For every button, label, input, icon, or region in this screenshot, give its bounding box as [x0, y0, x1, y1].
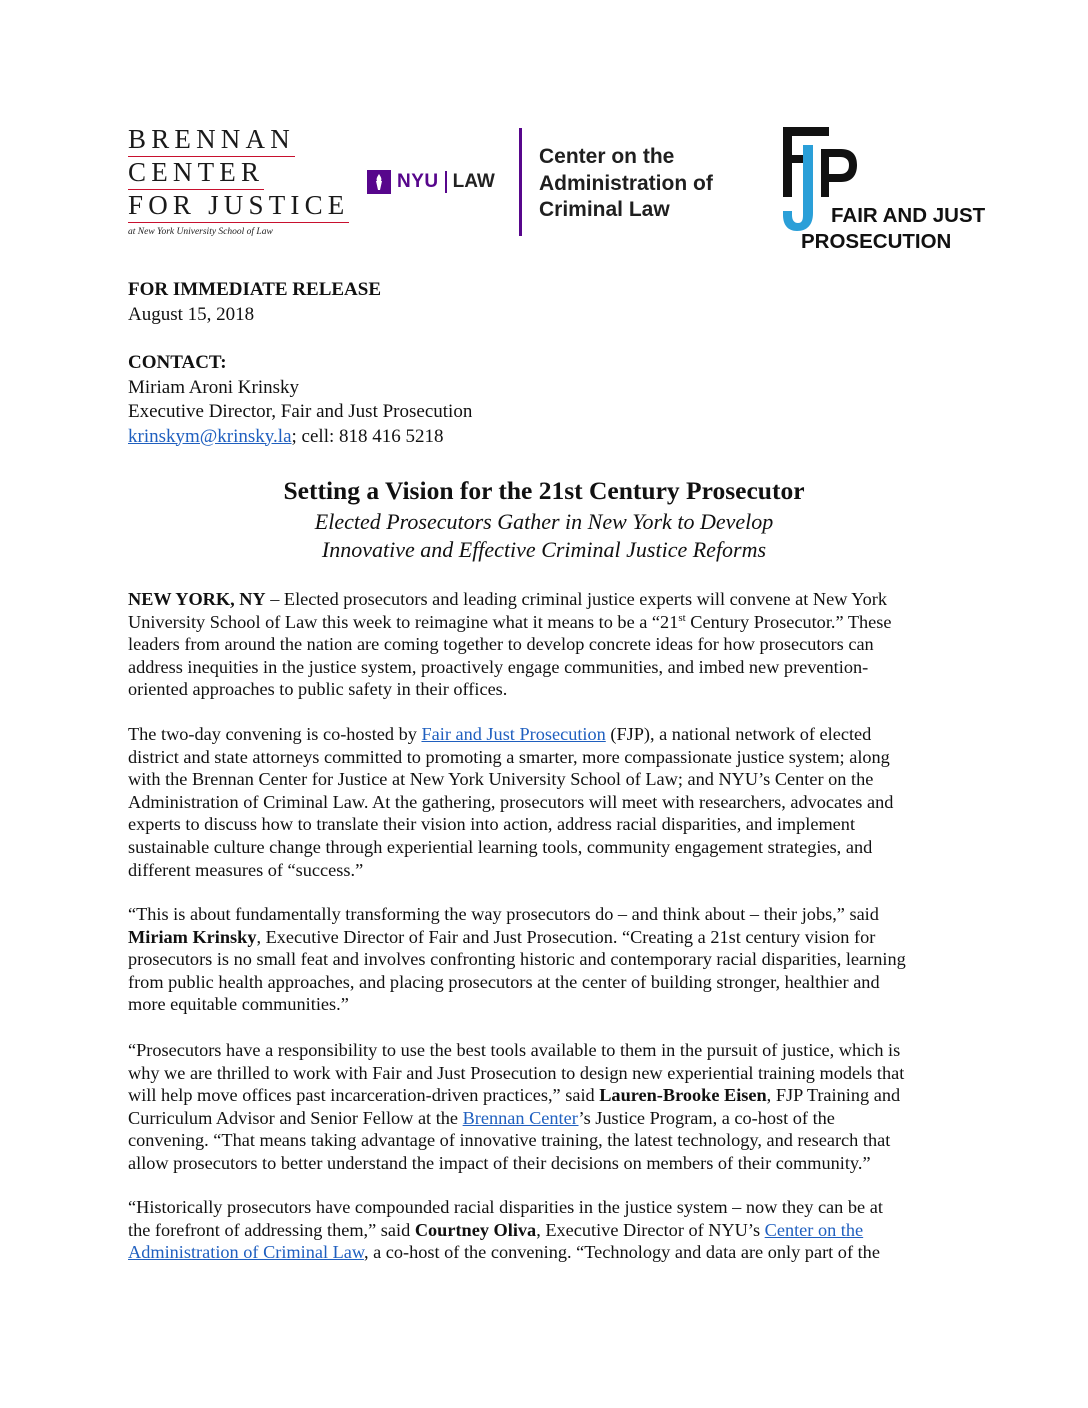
- cacl-line-1: Center on the: [539, 145, 675, 168]
- law-text: LAW: [452, 171, 495, 192]
- p2-line-1b: (FJP), a national network of elected: [605, 724, 872, 744]
- p1-line-5: oriented approaches to public safety in their offices.: [128, 679, 508, 700]
- fjp-link[interactable]: Fair and Just Prosecution: [421, 724, 606, 744]
- contact-cell: ; cell: 818 416 5218: [291, 425, 444, 447]
- paragraph-3: [128, 903, 968, 1016]
- brennan-center-logo: [128, 124, 350, 237]
- p3-line-3: prosecutors is no small feat and involves confronting historic and contemporary racial disparities, learning: [128, 949, 906, 970]
- p2-line-2: district and state attorneys committed to promoting a smarter, more compassionate justice system; along: [128, 746, 890, 767]
- p3-line-2: , Executive Director of Fair and Just Prosecution. “Creating a 21st century vision for: [256, 926, 876, 947]
- cacl-line-3: Criminal Law: [539, 198, 670, 221]
- contact-name: Miriam Aroni Krinsky: [128, 376, 299, 398]
- paragraph-4: [128, 1039, 968, 1175]
- p2-line-7: different measures of “success.”: [128, 859, 364, 880]
- nyu-text: NYU: [397, 171, 439, 192]
- p1-line-1: – Elected prosecutors and leading criminal justice experts will convene at New York: [265, 589, 888, 609]
- p1-line-4: address inequities in the justice system, proactively engage communities, and imbed new prevention-: [128, 656, 869, 677]
- paragraph-2: [128, 723, 968, 881]
- page-subtitle: [0, 508, 1088, 564]
- p2-line-6: sustainable culture change through experiential learning tools, community engagement strategies, and: [128, 836, 873, 857]
- subtitle-line-1: Elected Prosecutors Gather in New York to Develop: [314, 509, 774, 534]
- p1-superscript: st: [678, 611, 686, 624]
- p2-line-5: experts to discuss how to translate their vision into action, address racial disparities, and implement: [128, 814, 856, 835]
- p4-line-5: convening. “That means taking advantage of innovative training, the latest technology, and research that: [128, 1130, 891, 1151]
- p3-line-5: more equitable communities.”: [128, 994, 349, 1015]
- contact-label: CONTACT:: [128, 352, 227, 373]
- p2-line-3: with the Brennan Center for Justice at New York University School of Law; and NYU’s Center on the: [128, 769, 874, 790]
- p5-line-3b: , a co-host of the convening. “Technology and data are only part of the: [363, 1242, 880, 1263]
- p4-line-1: “Prosecutors have a responsibility to use the best tools available to them in the pursuit of justice, which is: [128, 1040, 901, 1060]
- nyu-torch-icon: [367, 170, 391, 194]
- brennan-line-2: CENTER: [128, 157, 264, 190]
- contact-line: [128, 425, 472, 450]
- p1-line-3: leaders from around the nation are coming together to develop concrete ideas for how prosecutors can: [128, 634, 874, 655]
- contact-block: [128, 351, 472, 449]
- p5-line-1: “Historically prosecutors have compounded racial disparities in the justice system – now they can be at: [128, 1197, 883, 1217]
- subtitle-line-2: Innovative and Effective Criminal Justice Reforms: [321, 537, 767, 562]
- fjp-line-1: FAIR AND JUST: [831, 204, 986, 227]
- cacl-link-part-2[interactable]: Administration of Criminal Law: [128, 1242, 364, 1263]
- logo-banner: [0, 120, 1088, 260]
- cacl-link-part-1[interactable]: Center on the: [764, 1219, 864, 1240]
- paragraph-5: [128, 1196, 968, 1264]
- nyu-divider: [445, 171, 447, 193]
- release-label: FOR IMMEDIATE RELEASE: [128, 279, 382, 300]
- p2-line-1a: The two-day convening is co-hosted by: [128, 724, 422, 744]
- fjp-wordmark: [801, 203, 986, 255]
- brennan-subline: at New York University School of Law: [128, 227, 273, 237]
- p4-line-2: why we are thrilled to work with Fair and Just Prosecution to design new experiential training models that: [128, 1062, 905, 1083]
- cacl-logo: [539, 144, 713, 224]
- page-title: Setting a Vision for the 21st Century Prosecutor: [283, 476, 805, 505]
- p4-line-3a: will help move offices past incarceration-driven practices,” said: [128, 1085, 600, 1106]
- p2-line-4: Administration of Criminal Law. At the gathering, prosecutors will meet with researchers, advocates and: [128, 791, 894, 812]
- nyu-law-logo: [367, 170, 495, 194]
- contact-title: Executive Director, Fair and Just Prosecution: [128, 401, 473, 422]
- paragraph-1: [128, 588, 968, 701]
- cacl-divider: [519, 128, 522, 236]
- p1-line-2b: Century Prosecutor.” These: [685, 611, 892, 632]
- speaker-oliva: Courtney Oliva: [414, 1219, 537, 1240]
- speaker-eisen: Lauren-Brooke Eisen: [599, 1085, 767, 1106]
- speaker-krinsky: Miriam Krinsky: [128, 926, 257, 947]
- fjp-line-2: PROSECUTION: [801, 230, 952, 253]
- cacl-line-2: Administration of: [539, 171, 713, 195]
- p3-line-4: from public health approaches, and placing prosecutors at the center of building stronger, healthier and: [128, 971, 880, 992]
- release-date: August 15, 2018: [128, 303, 255, 325]
- p4-line-3b: , FJP Training and: [766, 1085, 901, 1106]
- p4-line-4b: ’s Justice Program, a co-host of the: [578, 1107, 835, 1128]
- release-header: [128, 278, 381, 327]
- brennan-line-3: FOR JUSTICE: [128, 190, 349, 223]
- p4-line-6: allow prosecutors to better understand the impact of their decisions on members of their community.”: [128, 1152, 871, 1173]
- p1-line-2a: University School of Law this week to reimagine what it means to be a “21: [128, 611, 679, 632]
- p5-line-2b: , Executive Director of NYU’s: [536, 1219, 765, 1240]
- p3-line-1: “This is about fundamentally transforming the way prosecutors do – and think about – their jobs,” said: [128, 904, 879, 924]
- p4-line-4a: Curriculum Advisor and Senior Fellow at the: [128, 1107, 463, 1128]
- brennan-line-1: BRENNAN: [128, 124, 295, 157]
- p5-line-2a: the forefront of addressing them,” said: [128, 1219, 415, 1240]
- brennan-center-link[interactable]: Brennan Center: [462, 1107, 579, 1128]
- contact-email-link[interactable]: krinskym@krinsky.la: [128, 425, 292, 447]
- dateline: NEW YORK, NY: [128, 589, 266, 609]
